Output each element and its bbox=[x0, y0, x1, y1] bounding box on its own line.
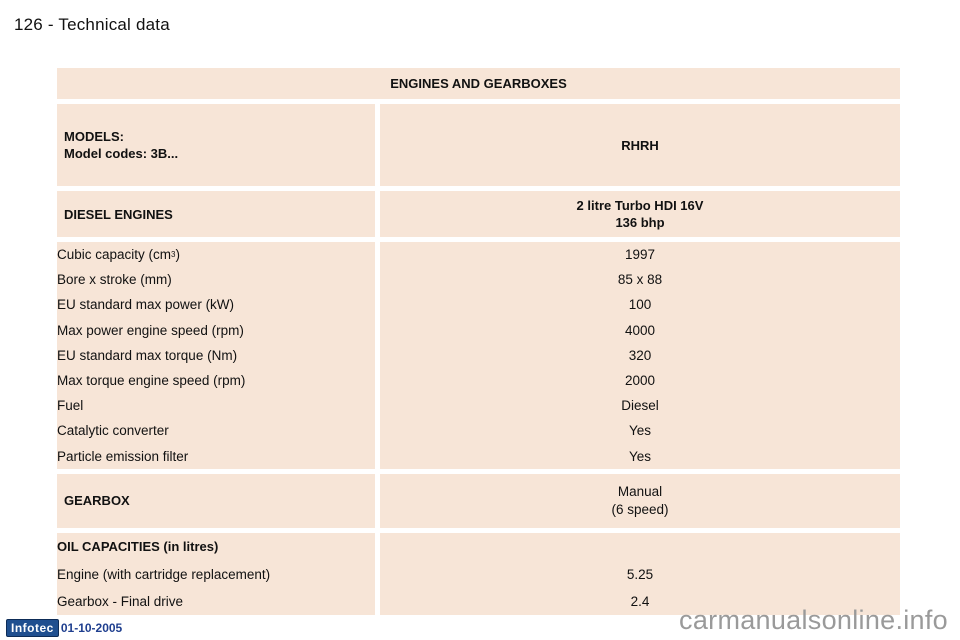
oil-labels bbox=[57, 533, 375, 615]
models-label bbox=[57, 104, 375, 186]
gearbox-row bbox=[57, 474, 900, 528]
page-title: 126 - Technical data bbox=[14, 15, 170, 34]
spec-label: Cubic capacity (cm 3 ) bbox=[57, 247, 180, 263]
spec-label: EU standard max torque (Nm) bbox=[57, 347, 238, 363]
models-row bbox=[57, 104, 900, 186]
spec-label: Max power engine speed (rpm) bbox=[57, 322, 244, 338]
spec-value: Yes bbox=[628, 448, 652, 464]
footer bbox=[6, 619, 122, 637]
infotec-logo: Infotec bbox=[6, 619, 59, 637]
oil-values bbox=[380, 533, 900, 615]
technical-data-table bbox=[57, 68, 900, 615]
oil-header-spacer bbox=[380, 533, 900, 561]
oil-value: 5.25 bbox=[626, 566, 654, 582]
oil-label: Gearbox - Final drive bbox=[57, 593, 184, 609]
spec-label: Particle emission filter bbox=[57, 448, 189, 464]
gearbox-value-line1: Manual bbox=[617, 483, 663, 499]
spec-value: 4000 bbox=[624, 322, 656, 338]
oil-label: Engine (with cartridge replacement) bbox=[57, 566, 271, 582]
gearbox-value bbox=[380, 474, 900, 528]
spec-label: Max torque engine speed (rpm) bbox=[57, 373, 246, 389]
footer-date: 01-10-2005 bbox=[60, 621, 123, 635]
diesel-engines-label: DIESEL ENGINES bbox=[57, 191, 375, 237]
models-value: RHRH bbox=[380, 104, 900, 186]
models-label-line1: MODELS: bbox=[64, 129, 124, 144]
oil-capacities bbox=[57, 533, 900, 615]
spec-value: 320 bbox=[628, 347, 652, 363]
spec-value: 2000 bbox=[624, 373, 656, 389]
gearbox-value-line2: (6 speed) bbox=[611, 501, 669, 517]
spec-label: EU standard max power (kW) bbox=[57, 297, 235, 313]
engine-specs bbox=[57, 242, 900, 469]
diesel-value-line1: 2 litre Turbo HDI 16V bbox=[576, 198, 704, 213]
spec-value: Yes bbox=[628, 423, 652, 439]
table-title: ENGINES AND GEARBOXES bbox=[57, 68, 900, 99]
watermark: carmanualsonline.info bbox=[679, 605, 948, 635]
oil-capacities-header: OIL CAPACITIES (in litres) bbox=[57, 539, 219, 555]
spec-labels bbox=[57, 242, 375, 469]
spec-value: Diesel bbox=[621, 398, 659, 414]
spec-value: 1997 bbox=[624, 247, 656, 263]
spec-values bbox=[380, 242, 900, 469]
spec-label: Catalytic converter bbox=[57, 423, 169, 439]
gearbox-label: GEARBOX bbox=[57, 474, 375, 528]
diesel-engines-value bbox=[380, 191, 900, 237]
spec-value: 85 x 88 bbox=[617, 272, 663, 288]
models-label-line2: Model codes: 3B... bbox=[64, 146, 179, 161]
diesel-engines-row bbox=[57, 191, 900, 237]
oil-value: 2.4 bbox=[630, 593, 650, 609]
spec-label: Bore x stroke (mm) bbox=[57, 272, 172, 288]
diesel-value-line2: 136 bhp bbox=[615, 215, 665, 230]
spec-label: Fuel bbox=[57, 398, 84, 414]
spec-value: 100 bbox=[628, 297, 652, 313]
